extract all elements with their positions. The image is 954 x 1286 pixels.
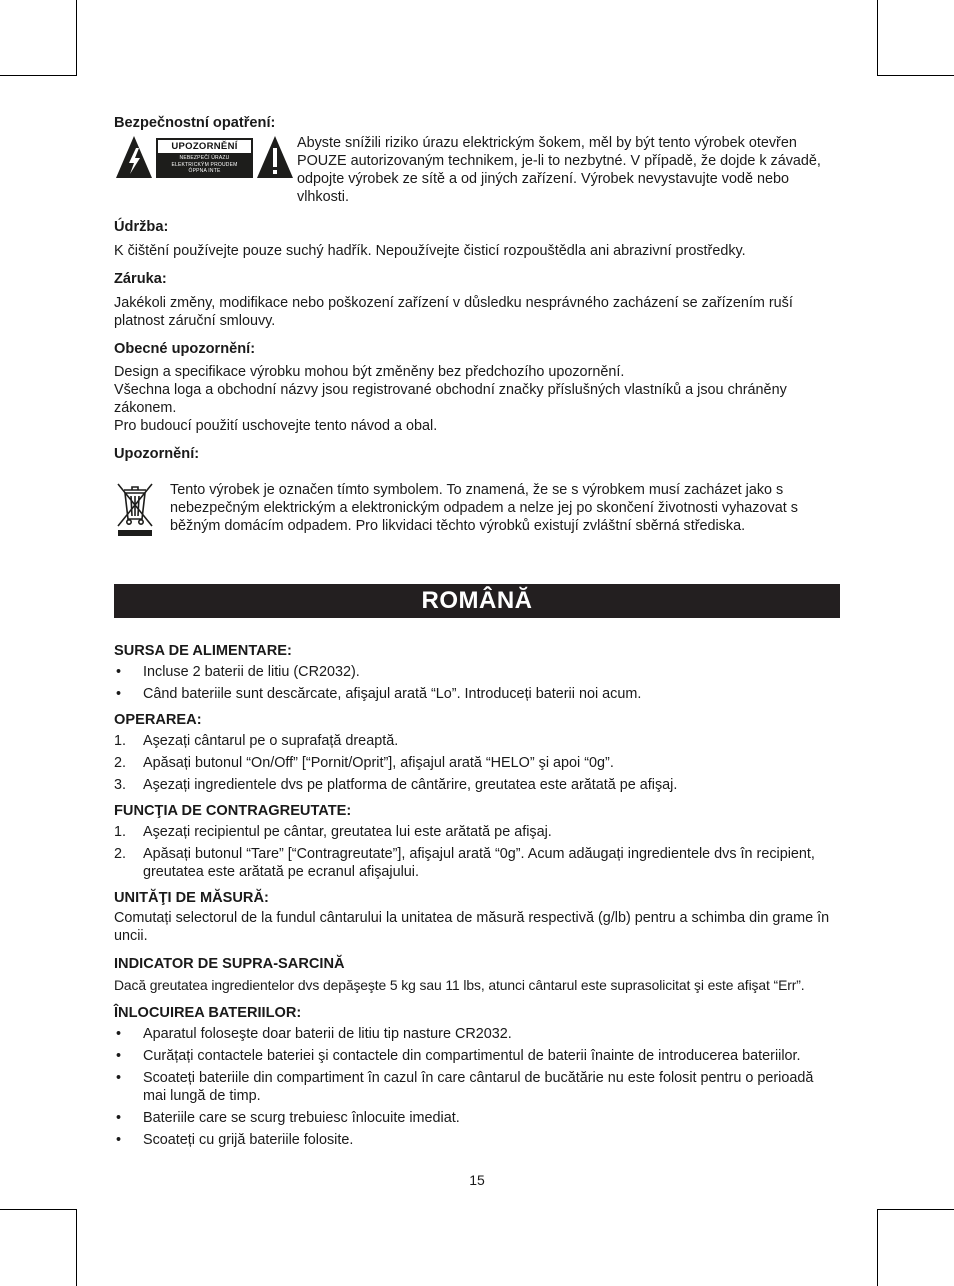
battery-list — [114, 1025, 840, 1149]
warning-text-box — [156, 138, 253, 178]
number-marker: 2. — [114, 755, 127, 771]
page-number: 15 — [469, 1172, 485, 1188]
general-notice-line: Všechna loga a obchodní názvy jsou registrované obchodní značky příslušných vlastníků a jsou chráněny zákonem. — [114, 382, 787, 416]
general-notice-line: Design a specifikace výrobku mohou být změněny bez předchozího upozornění. — [114, 364, 625, 380]
list-item-text: Apăsați butonul “Tare” [“Contragreutate”], afişajul arată “0g”. Acum adăugați ingredientele dvs în recipient, greutatea este arătată pe ecranul afişajului. — [143, 846, 815, 880]
bullet-marker: • — [116, 1048, 122, 1064]
warning-box-title: UPOZORNĚNÍ — [158, 140, 251, 153]
list-item — [114, 1131, 840, 1149]
warranty-heading: Záruka: — [114, 271, 167, 287]
bullet-marker: • — [116, 686, 122, 702]
list-item — [114, 754, 840, 772]
number-marker: 3. — [114, 777, 127, 793]
list-item-text: Incluse 2 baterii de litiu (CR2032). — [143, 664, 360, 680]
crop-mark — [877, 1209, 878, 1286]
crossed-out-bin-icon — [114, 481, 156, 537]
units-text: Comutați selectorul de la fundul cântarului la unitatea de măsură respectivă (g/lb) pentru a schimba din grame în uncii. — [114, 910, 830, 944]
overload-heading: INDICATOR DE SUPRA-SARCINĂ — [114, 956, 345, 972]
list-item — [114, 663, 840, 681]
list-item — [114, 732, 840, 750]
power-supply-heading: SURSA DE ALIMENTARE: — [114, 643, 292, 659]
number-marker: 2. — [114, 846, 127, 862]
list-item-text: Scoateți bateriile din compartiment în cazul în care cântarul de bucătărie nu este folosit pentru o perioadă mai lungă de timp. — [143, 1070, 814, 1104]
list-item — [114, 685, 840, 703]
list-item — [114, 823, 840, 841]
warranty-text: Jakékoli změny, modifikace nebo poškození zařízení v důsledku nesprávného zacházení se zařízením ruší platnost záruční smlouvy. — [114, 295, 793, 329]
list-item — [114, 776, 840, 794]
warning-box-subtext — [157, 155, 252, 175]
general-notice-heading: Obecné upozornění: — [114, 341, 256, 357]
overload-text: Dacă greutatea ingredientelor dvs depăşeşte 5 kg sau 11 lbs, atunci cântarul este suprasolicitat şi este afişat “Err”. — [114, 977, 805, 993]
bullet-marker: • — [116, 1132, 122, 1148]
list-item-text: Apăsați butonul “On/Off” [“Pornit/Oprit”], afişajul arată “HELO” şi apoi “0g”. — [143, 755, 614, 771]
warning-box-line: ELEKTRICKÝM PROUDEM — [171, 161, 238, 168]
list-item-text: Aşezați recipientul pe cântar, greutatea lui este arătată pe afişaj. — [143, 824, 552, 840]
list-item-text: Când bateriile sunt descărcate, afişajul arată “Lo”. Introduceți baterii noi acum. — [143, 686, 642, 702]
list-item-text: Aşezați ingredientele dvs pe platforma de cântărire, greutatea este arătată pe afişaj. — [143, 777, 678, 793]
units-heading: UNITĂŢI DE MĂSURĂ: — [114, 890, 269, 906]
battery-heading: ÎNLOCUIREA BATERIILOR: — [114, 1005, 302, 1021]
crop-mark — [0, 1209, 77, 1210]
maintenance-text: K čištění používejte pouze suchý hadřík. Nepoužívejte čisticí rozpouštědla ani abrazivní prostředky. — [114, 243, 746, 259]
power-supply-list — [114, 663, 840, 703]
crop-mark — [76, 1209, 77, 1286]
safety-text: Abyste snížili riziko úrazu elektrickým šokem, měl by být tento výrobek otevřen POUZE autorizovaným technikem, je-li to nezbytné. V případě, že dojde k závadě, odpojte výrobek ze sítě a od jiných zařízení. Výrobek nevystavujte vodě nebo vlhkosti. — [297, 135, 821, 205]
list-item-text: Aparatul foloseşte doar baterii de litiu tip nasture CR2032. — [143, 1026, 512, 1042]
list-item — [114, 1109, 840, 1127]
notice-text: Tento výrobek je označen tímto symbolem. To znamená, že se s výrobkem musí zacházet jako s nebezpečným elektrickým a elektronickým odpadem a nelze jej po skončení životnosti vyhazovat s běžným domácím odpadem. Pro likvidaci těchto výrobků existují zvláštní sběrná střediska. — [170, 482, 798, 534]
lightning-triangle-icon — [114, 134, 154, 180]
tare-list — [114, 823, 840, 881]
weee-section — [114, 481, 840, 542]
operation-list — [114, 732, 840, 794]
warning-box-line: ÓPPNA INTE — [188, 168, 221, 174]
electric-shock-warning-label — [114, 134, 297, 180]
operation-heading: OPERAREA: — [114, 712, 202, 728]
list-item-text: Scoateți cu grijă bateriile folosite. — [143, 1132, 354, 1148]
bullet-marker: • — [116, 664, 122, 680]
safety-heading: Bezpečnostní opatření: — [114, 115, 276, 131]
crop-mark — [877, 75, 954, 76]
notice-heading: Upozornění: — [114, 446, 200, 462]
language-title-bar: ROMÂNĂ — [114, 584, 840, 618]
list-item — [114, 1069, 840, 1105]
general-notice-line: Pro budoucí použití uschovejte tento návod a obal. — [114, 418, 438, 434]
page-content — [114, 114, 840, 1153]
list-item — [114, 845, 840, 881]
number-marker: 1. — [114, 824, 127, 840]
list-item — [114, 1047, 840, 1065]
bullet-marker: • — [116, 1070, 122, 1086]
crop-mark — [76, 0, 77, 76]
crop-mark — [0, 75, 77, 76]
list-item-text: Aşezați cântarul pe o suprafață dreaptă. — [143, 733, 399, 749]
exclamation-triangle-icon — [255, 134, 295, 180]
bullet-marker: • — [116, 1026, 122, 1042]
safety-section — [114, 134, 840, 206]
number-marker: 1. — [114, 733, 127, 749]
weee-icon-wrap — [114, 481, 170, 542]
bullet-marker: • — [116, 1110, 122, 1126]
list-item-text: Curățați contactele bateriei şi contactele din compartimentul de baterii înainte de introducerea bateriilor. — [143, 1048, 801, 1064]
list-item — [114, 1025, 840, 1043]
tare-heading: FUNCŢIA DE CONTRAGREUTATE: — [114, 803, 352, 819]
crop-mark — [877, 0, 878, 76]
warning-box-line: NEBEZPEČÍ ÚRAZU — [179, 155, 230, 161]
list-item-text: Bateriile care se scurg trebuiesc înlocuite imediat. — [143, 1110, 460, 1126]
crop-mark — [877, 1209, 954, 1210]
maintenance-heading: Údržba: — [114, 219, 169, 235]
